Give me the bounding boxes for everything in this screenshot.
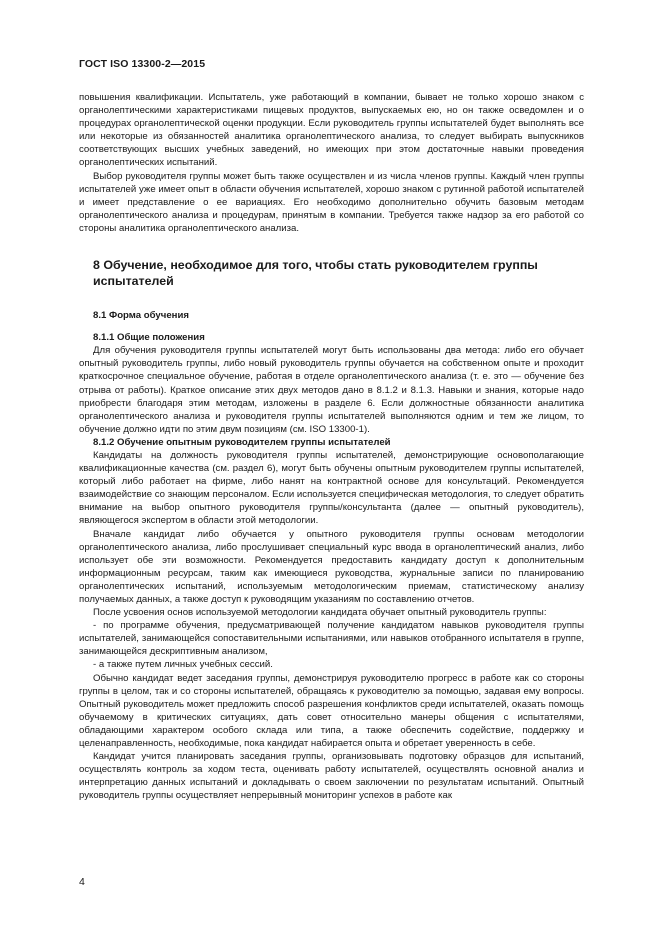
document-body bbox=[79, 91, 584, 803]
paragraph: После усвоения основ используемой методологии кандидата обучает опытный руководитель группы: bbox=[93, 607, 547, 619]
section-8-1-heading: 8.1 Форма обучения bbox=[93, 310, 189, 322]
paragraph: Вначале кандидат либо обучается у опытного руководителя группы основам методологии органолептического анализа, либо прослушивает специальный курс ввода в органолептический анализ, либо использует обе эти возможности. Рекомендуется предоставить кандидату доступ к дополнительным информационным ресурсам, таким как имеющиеся руководства, журнальные записи по планированию органолептических испытаний, используемым методологическим приемам, статистическому анализу получаемых данных, а также доступ к руководящим указаниям по составлению отчетов. bbox=[79, 528, 584, 605]
page-number: 4 bbox=[79, 876, 85, 888]
list-item: - а также путем личных учебных сессий. bbox=[93, 659, 273, 671]
section-8-1-2-heading: 8.1.2 Обучение опытным руководителем группы испытателей bbox=[93, 436, 391, 448]
paragraph: Кандидат учится планировать заседания группы, организовывать подготовку образцов для испытаний, осуществлять контроль за ходом теста, оценивать работу испытателей, осуществлять основной анализ и интерпретацию данных испытаний и докладывать о своем заключении по результатам испытаний. Опытный руководитель группы осуществляет непрерывный мониторинг успехов в работе как bbox=[79, 751, 584, 802]
document-header: ГОСТ ISO 13300-2—2015 bbox=[79, 58, 206, 70]
list-item: - по программе обучения, предусматривающей получение кандидатом навыков руководителя группы испытателей, занимающейся сопоставительными испытаниями, или навыков отобранного испытателя в группе, занимающейся дескриптивным анализом, bbox=[79, 620, 584, 658]
paragraph: Обычно кандидат ведет заседания группы, демонстрируя руководителю прогресс в работе как со стороны группы в целом, так и со стороны испытателей, обращаясь к руководителю за помощью, задавая ему вопросы. Опытный руководитель может предложить способ разрешения конфликтов среди испытателей, оказать помощь обучаемому в критических ситуациях, дать совет относительно манеры общения с испытателями, обладающими характером особого склада или типа, а также обеспечить содействие, поддержку и целенаправленность, необходимые, пока кандидат набирается опыта и обретает уверенность в себе. bbox=[79, 672, 584, 750]
paragraph: Кандидаты на должность руководителя группы испытателей, демонстрирующие основополагающие квалификационные качества (см. раздел 6), могут быть обучены опытным руководителем группы испытателей, который либо работает на фирме, либо нанят на контрактной основе для консультаций. Рекомендуется взаимодействие со знающим персоналом. Если используется специфическая методология, то следует обратить внимание на выбор опытного руководителя группы/консультанта (далее — опытный руководитель), являющегося экспертом в области этой методологии. bbox=[79, 449, 584, 527]
paragraph: повышения квалификации. Испытатель, уже работающий в компании, бывает не только хорошо знаком с органолептическими характеристиками пищевых продуктов, выпускаемых ею, но он также осведомлен и о процедурах органолептической оценки продукции. Если руководитель группы испытателей будет выполнять все или некоторые из обязанностей аналитика органолептического анализа, то следует выбирать выпускников соответствующих высших учебных заведений, но имеющих при этом достаточные навыки проведения органолептических испытаний. bbox=[79, 92, 584, 169]
section-8-1-1-heading: 8.1.1 Общие положения bbox=[93, 332, 205, 344]
paragraph: Для обучения руководителя группы испытателей могут быть использованы два метода: либо его обучает опытный руководитель группы, либо новый руководитель группы обучается на собственном опыте и проходит краткосрочное специальное обучение, работая в отделе органолептического анализа (т. е. это — обучение без отрыва от работы). Краткое описание этих двух методов дано в 8.1.2 и 8.1.3. Навыки и знания, которые надо приобрести благодаря этим методам, изложены в разделе 6. Если должностные обязанности аналитика органолептического анализа и руководителя группы испытателей выполняются одним и тем же лицом, то обучение должно идти по этим двум позициям (см. ISO 13300-1). bbox=[79, 345, 584, 435]
section-8-heading: 8 Обучение, необходимое для того, чтобы стать руководителем группы испытателей bbox=[93, 258, 538, 289]
paragraph: Выбор руководителя группы может быть также осуществлен и из числа членов группы. Каждый член группы испытателей уже имеет опыт в области обучения испытателей, хорошо знаком с рутинной работой испытателей и имеет представление о ее вариациях. Его необходимо дополнительно обучить базовым методам органолептического анализа и процедурам, принятым в компании. Требуется также надзор за его работой со стороны аналитика органолептического анализа. bbox=[79, 170, 584, 234]
